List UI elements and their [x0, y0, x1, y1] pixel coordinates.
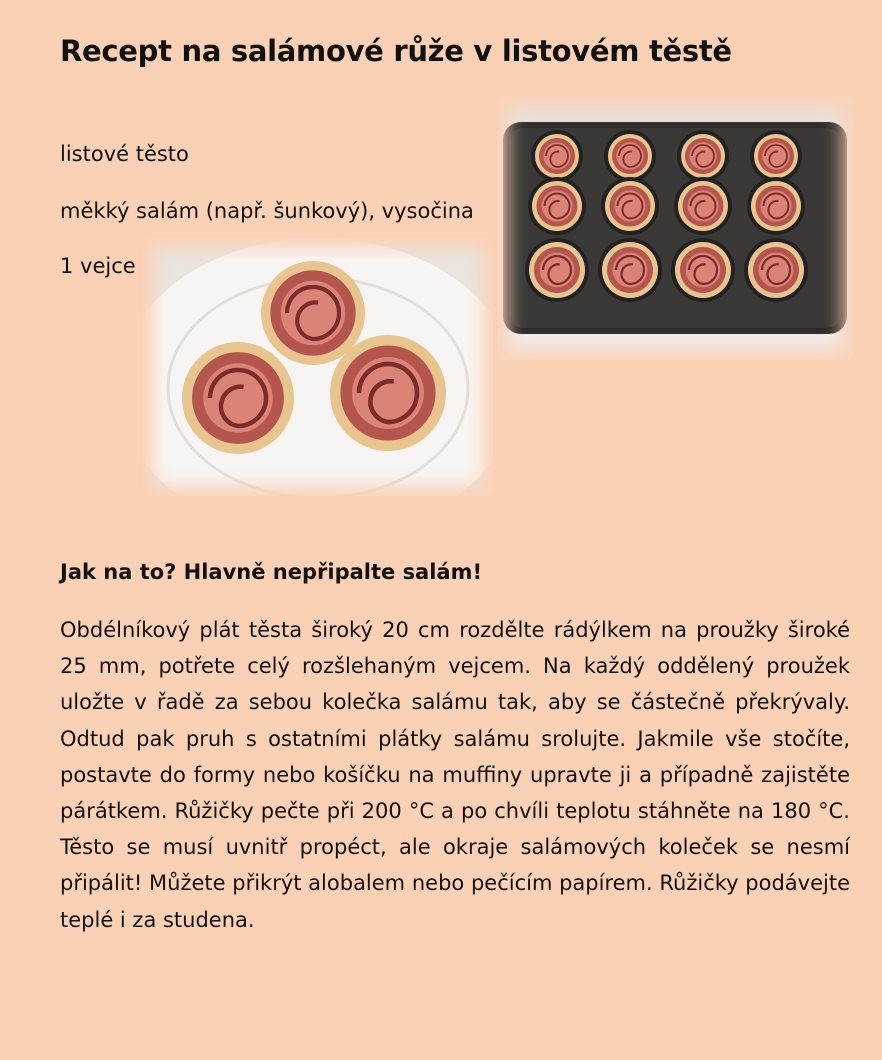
method-text: Obdélníkový plát těsta široký 20 cm rozdělte rádýlkem na proužky široké 25 mm, potřete celý rozšlehaným vejcem. Na každý oddělený proužek uložte v řadě za sebou kolečka salámu tak, aby se částečně překrývaly. Odtud pak pruh s ostatními plátky salámu srolujte. Jakmile vše stočíte, postavte do formy nebo košíčku na muffiny upravte ji a případně zajistěte párátkem. Růžičky pečte při 200 °C a po chvíli teplotu stáhněte na 180 °C. Těsto se musí uvnitř propéct, ale okraje salámových koleček se nesmí připálit! Můžete přikrýt alobalem nebo pečícím papírem. Růžičky podávejte teplé i za studena.	[60, 618, 850, 932]
ingredient-salami: měkký salám (např. šunkový), vysočina	[60, 199, 474, 223]
muffin-tray-photo	[497, 98, 853, 360]
page-title: Recept na salámové růže v listovém těstě	[60, 34, 732, 68]
roses-plate-photo	[143, 238, 493, 496]
ingredient-egg: 1 vejce	[60, 254, 136, 278]
ingredient-puff-pastry: listové těsto	[60, 142, 189, 166]
method-heading: Jak na to? Hlavně nepřipalte salám!	[60, 560, 483, 584]
